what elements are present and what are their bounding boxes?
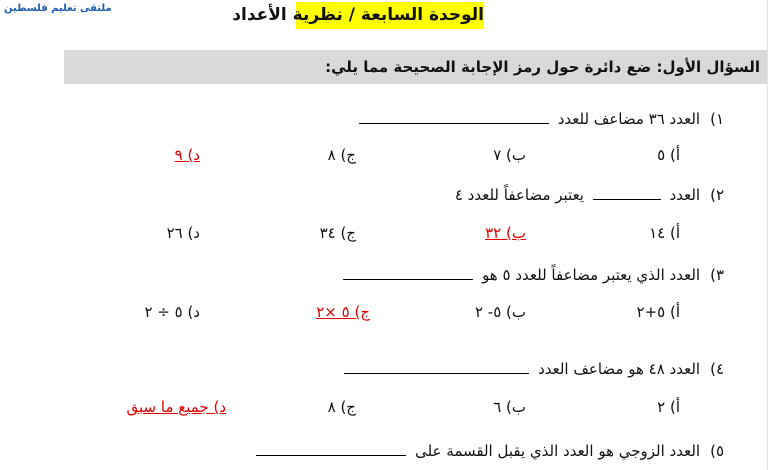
- option-b-correct[interactable]: ب) ٣٢: [485, 224, 526, 242]
- option-c-correct[interactable]: ج) ٥ ×٢: [316, 303, 370, 321]
- option-c[interactable]: ج) ٨: [327, 398, 356, 416]
- option-d-correct[interactable]: د) جميع ما سبق: [126, 398, 226, 416]
- question-4: [340, 360, 724, 378]
- question-text-after: يعتبر مضاعفاً للعدد ٤: [454, 186, 584, 204]
- option-a[interactable]: أ) ٥: [657, 146, 680, 164]
- answer-blank: [343, 278, 473, 280]
- question-number: ٣): [710, 266, 724, 284]
- question-text: العدد: [669, 186, 701, 204]
- question-number: ٤): [710, 360, 724, 378]
- answer-blank: [256, 454, 406, 456]
- option-a[interactable]: أ) ٥+٢: [636, 303, 680, 321]
- option-d[interactable]: د) ٢٦: [166, 224, 200, 242]
- question-3: [339, 266, 724, 284]
- option-b[interactable]: ب) ٥- ٢: [474, 303, 526, 321]
- question-text: العدد الزوجي هو العدد الذي يقبل القسمة على: [415, 442, 701, 460]
- watermark-text: ملتقى تعليم فلسطين: [4, 3, 112, 14]
- section-header: السؤال الأول: ضع دائرة حول رمز الإجابة الصحيحة مما يلي:: [64, 50, 768, 84]
- option-b[interactable]: ب) ٧: [493, 146, 526, 164]
- option-b[interactable]: ب) ٦: [493, 398, 526, 416]
- option-d-correct[interactable]: د) ٩: [174, 146, 200, 164]
- question-text: العدد الذي يعتبر مضاعفاً للعدد ٥ هو: [482, 266, 701, 284]
- question-number: ٢): [710, 186, 724, 204]
- answer-blank: [344, 372, 529, 374]
- question-1: [355, 110, 724, 128]
- answer-blank: [359, 122, 549, 124]
- page-edge: [767, 0, 780, 470]
- question-number: ٥): [710, 442, 724, 460]
- option-c[interactable]: ج) ٨: [327, 146, 356, 164]
- question-5: [252, 442, 724, 460]
- unit-title: الوحدة السابعة / نظرية الأعداد: [296, 2, 484, 29]
- question-2: [455, 186, 724, 204]
- option-a[interactable]: أ) ١٤: [649, 224, 680, 242]
- question-text: العدد ٣٦ مضاعف للعدد: [557, 110, 701, 128]
- question-text: العدد ٤٨ هو مضاعف العدد: [538, 360, 701, 378]
- option-c[interactable]: ج) ٣٤: [319, 224, 356, 242]
- option-d[interactable]: د) ٥ ÷ ٢: [144, 303, 200, 321]
- question-number: ١): [710, 110, 724, 128]
- answer-blank: [593, 198, 661, 200]
- option-a[interactable]: أ) ٢: [657, 398, 680, 416]
